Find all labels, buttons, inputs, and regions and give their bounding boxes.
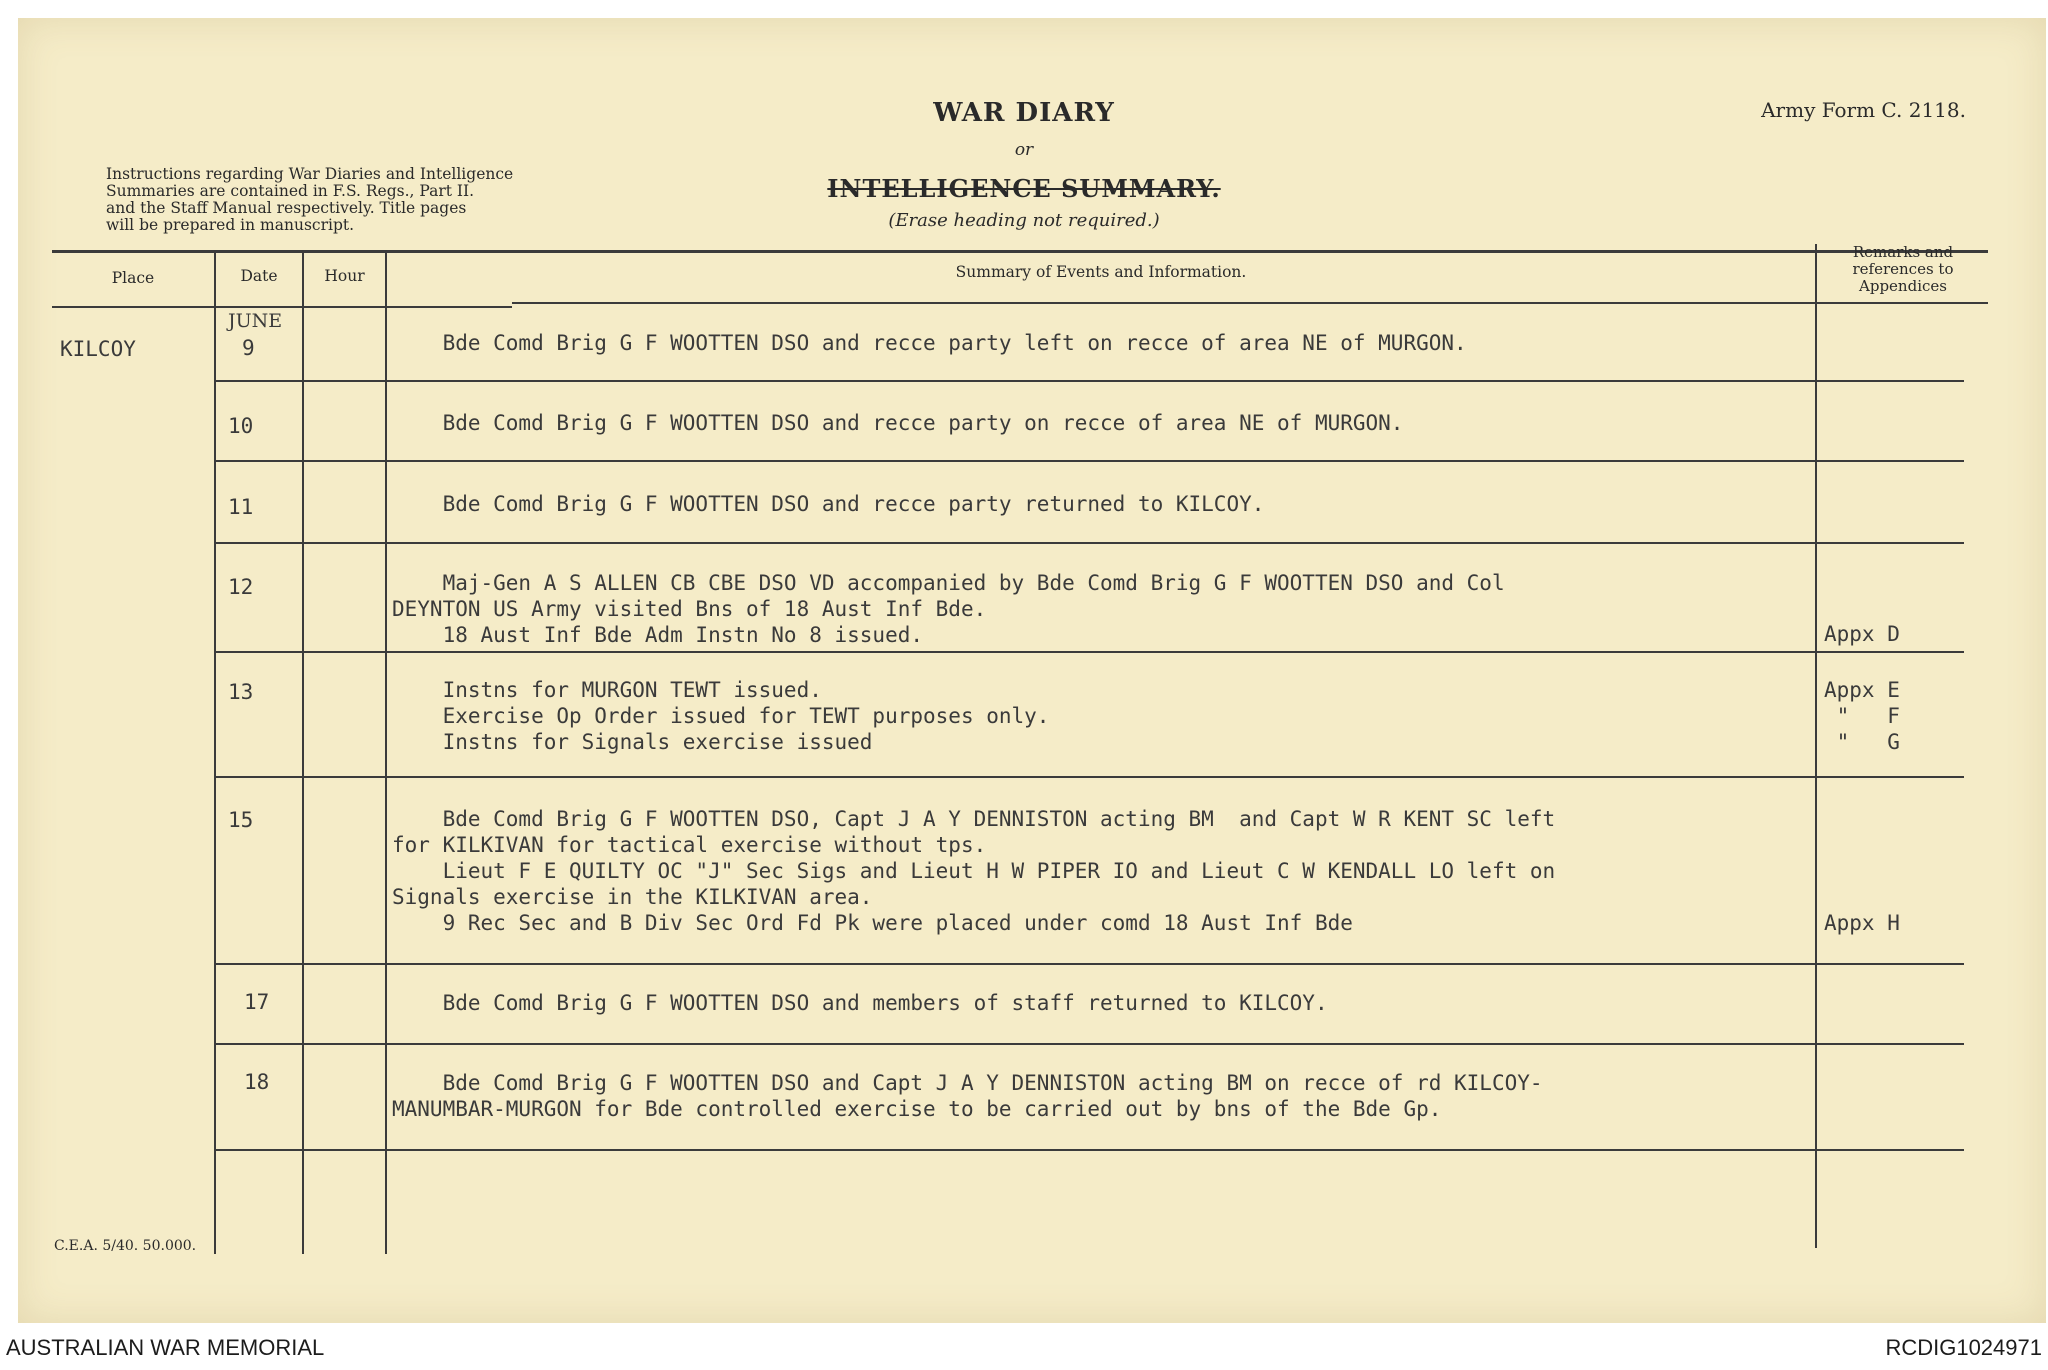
header-rule-right (512, 302, 1988, 304)
row-separator (214, 1149, 1964, 1151)
summary-column-header: Summary of Events and Information. (955, 263, 1247, 281)
war-diary-title: WAR DIARY (933, 98, 1115, 128)
month-entry: JUNE (228, 310, 283, 332)
appendix-reference: Appx E " F " G (1824, 678, 1900, 754)
remarks-column-header: Remarks and references to Appendices (1852, 243, 1954, 295)
summary-remarks-divider (1815, 244, 1817, 1248)
row-separator (214, 1043, 1964, 1045)
entry-text: Maj-Gen A S ALLEN CB CBE DSO VD accompanied by Bde Comd Brig G F WOOTTEN DSO and Col DEYNTON US Army visited Bns of 18 Aust Inf Bde. 18 Aust Inf Bde Adm Instn No 8 issued. (392, 571, 1505, 647)
entry-text: Bde Comd Brig G F WOOTTEN DSO and recce party on recce of area NE of MURGON. (392, 411, 1404, 435)
entry-date: 12 (228, 575, 254, 599)
entry-date: 11 (228, 495, 254, 519)
entry-text: Bde Comd Brig G F WOOTTEN DSO and Capt J A Y DENNISTON acting BM on recce of rd KILCOY- MANUMBAR-MURGON for Bde controlled exercise to be carried out by bns of the Bde Gp. (392, 1071, 1543, 1121)
date-hour-divider (302, 252, 304, 1254)
row-separator (214, 542, 1964, 544)
erase-note: (Erase heading not required.) (888, 210, 1160, 231)
entry-date: 18 (244, 1070, 270, 1094)
table-top-rule (52, 250, 1988, 253)
header-rule-left (52, 306, 512, 308)
appendix-reference: Appx H (1824, 911, 1900, 935)
instructions-note: Instructions regarding War Diaries and Intelligence Summaries are contained in F.S. Regs., Part II. and the Staff Manual respectively. Title pages will be prepared in manuscript. (106, 165, 514, 234)
entry-text: Bde Comd Brig G F WOOTTEN DSO and recce party returned to KILCOY. (392, 492, 1265, 516)
or-label: or (1014, 140, 1034, 160)
appendix-reference: Appx D (1824, 622, 1900, 646)
entry-text: Instns for MURGON TEWT issued. Exercise Op Order issued for TEWT purposes only. Instns for Signals exercise issued (442, 678, 1050, 754)
entry-text: Bde Comd Brig G F WOOTTEN DSO, Capt J A Y DENNISTON acting BM and Capt W R KENT SC left for KILKIVAN for tactical exercise without tps. Lieut F E QUILTY OC "J" Sec Sigs and Lieut H W PIPER IO and Lieut C W KENDALL LO left on Signals exercise in the KILKIVAN area. 9 Rec Sec and B Div Sec Ord Fd Pk were placed under comd 18 Aust Inf Bde (392, 807, 1556, 935)
entry-date: 15 (228, 808, 254, 832)
archive-name: AUSTRALIAN WAR MEMORIAL (6, 1335, 325, 1360)
army-form-number: Army Form C. 2118. (1761, 98, 1966, 122)
row-separator (214, 651, 1964, 653)
entry-date: 10 (228, 414, 254, 438)
archive-id: RCDIG1024971 (1885, 1335, 2042, 1360)
place-date-divider (214, 252, 216, 1254)
row-separator (214, 963, 1964, 965)
row-separator (214, 380, 1964, 382)
print-code: C.E.A. 5/40. 50.000. (54, 1238, 197, 1254)
intelligence-summary-heading: INTELLIGENCE SUMMARY. (827, 174, 1221, 203)
entry-date: 17 (244, 990, 270, 1014)
entry-date: 13 (228, 680, 254, 704)
entry-date: 9 (242, 336, 255, 360)
row-separator (214, 776, 1964, 778)
entry-text: Bde Comd Brig G F WOOTTEN DSO and members of staff returned to KILCOY. (392, 991, 1328, 1015)
entry-text: Bde Comd Brig G F WOOTTEN DSO and recce party left on recce of area NE of MURGON. (392, 331, 1467, 355)
hour-column-header: Hour (324, 267, 365, 285)
place-column-header: Place (111, 269, 155, 287)
place-entry: KILCOY (60, 337, 136, 361)
date-column-header: Date (240, 267, 278, 285)
row-separator (214, 460, 1964, 462)
archive-footer (0, 1325, 2048, 1370)
hour-summary-divider (385, 252, 387, 1254)
